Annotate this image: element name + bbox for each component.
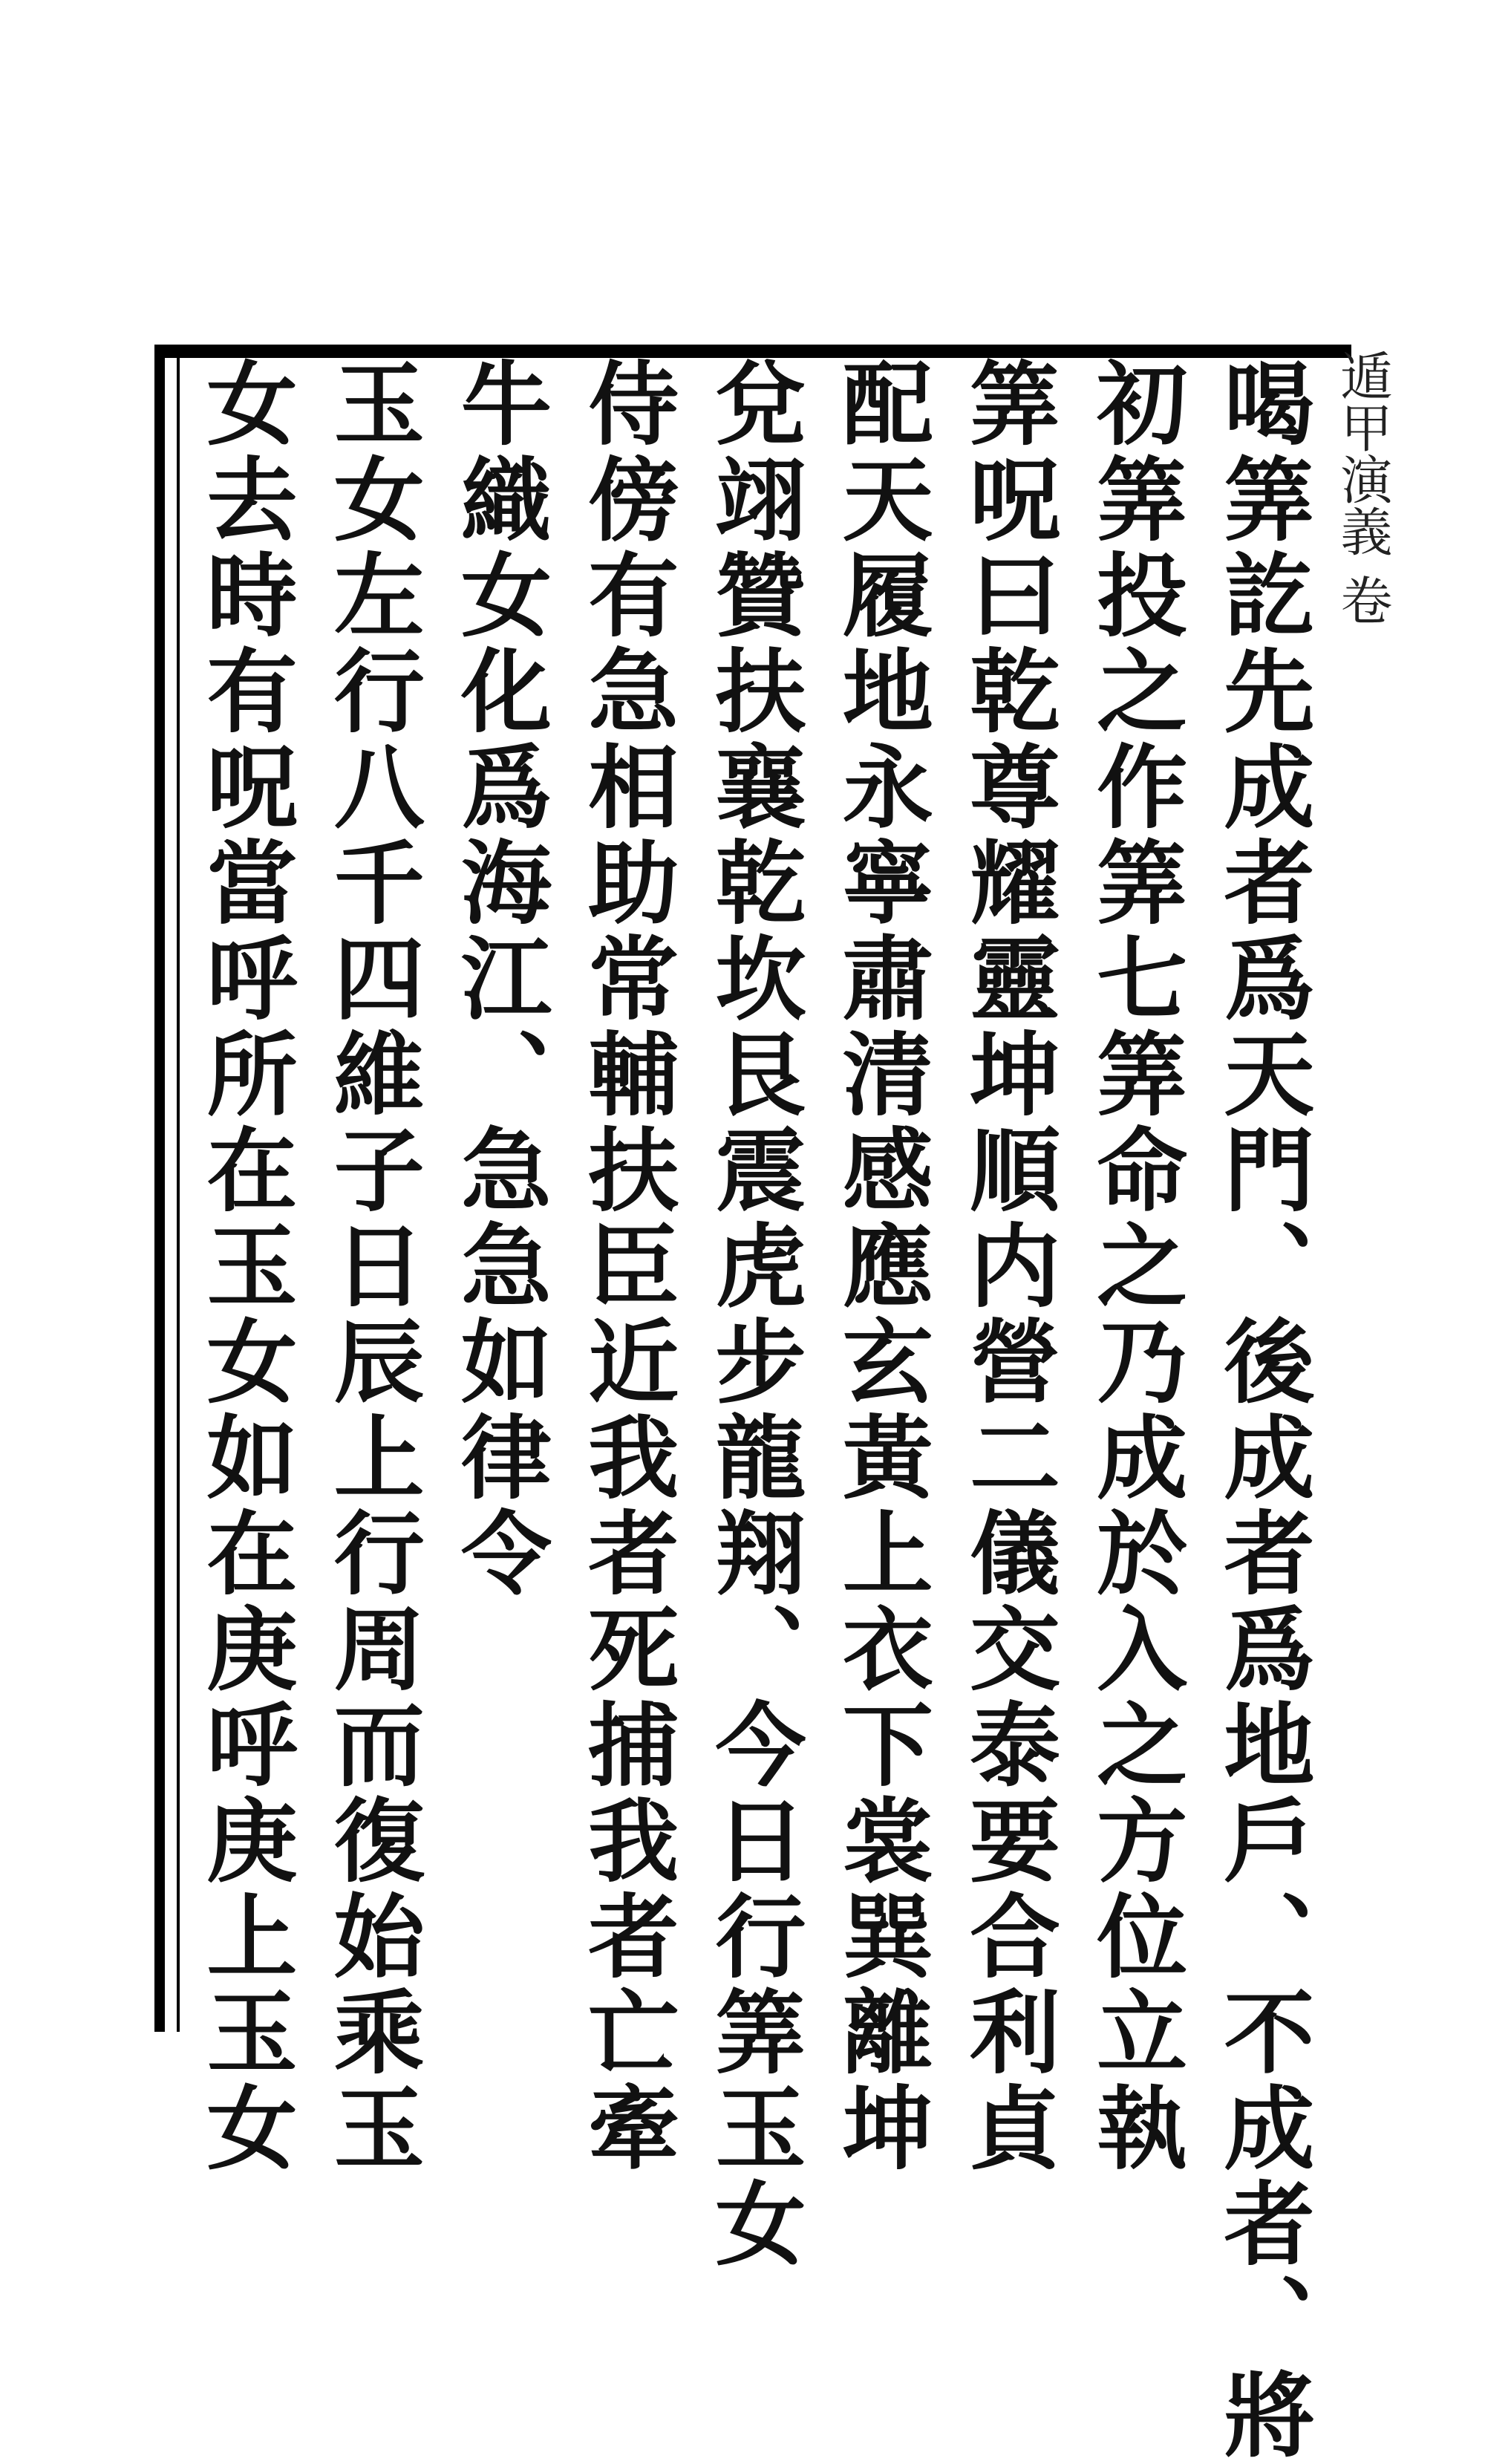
marginal-title: [1332, 349, 1393, 869]
column-text: 玉女左行八千四維子日辰上行周而復始乘玉: [319, 356, 426, 2177]
column-text: 喝筭訖先成者爲天門、後成者爲地戶、不成者、將: [1209, 356, 1316, 2464]
column-text: 配天履地永寧肅清感應玄黃上衣下裳巽離坤: [827, 356, 935, 2177]
text-column-3: [949, 356, 1068, 2177]
column-text: 兌翊贊扶襄乾坎艮震虎步龍翔、今日行筭玉女: [700, 356, 807, 2272]
text-column-1: [1203, 356, 1322, 2464]
text-column-4: [821, 356, 940, 2177]
marginal-title-text: 遁甲演義 卷: [1332, 349, 1393, 626]
column-text: 女去時有呪當呼所在玉女如在庚呼庚上玉女: [192, 356, 298, 2177]
frame-inner-left-rule: [177, 358, 180, 2032]
text-columns: [186, 356, 1322, 2464]
column-text: 筭呪曰乾尊耀靈坤順内營二儀交泰要合利貞: [954, 356, 1062, 2177]
column-text: 初筭投之作筭七筭命之乃成於入之方位立執: [1081, 356, 1189, 2177]
column-text: 侍傍有急相助常輔扶臣近我者死捕我者亡牽: [572, 356, 680, 2177]
text-column-2: [1076, 356, 1195, 2177]
frame-left-rule: [154, 345, 165, 2032]
text-column-6: [567, 356, 686, 2177]
text-column-8: [313, 356, 431, 2177]
text-column-9: [186, 356, 304, 2177]
text-column-7: [440, 356, 559, 2035]
column-text: 牛織女化爲海江、急急如律令: [446, 356, 553, 1602]
text-column-5: [694, 356, 813, 2272]
